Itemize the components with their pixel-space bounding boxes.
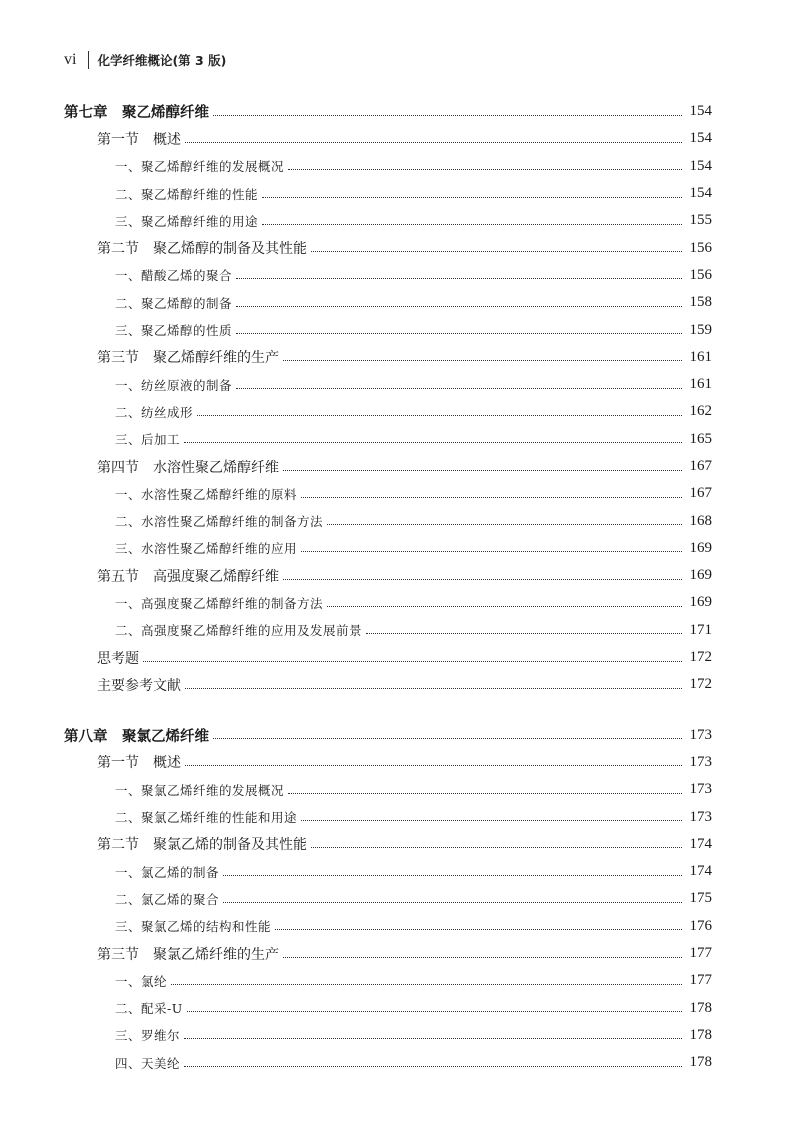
toc-item[interactable] [0, 289, 712, 316]
toc-item[interactable] [0, 507, 712, 534]
dot-leader [236, 332, 682, 334]
toc-entry-page: 162 [689, 403, 712, 420]
toc-item[interactable] [0, 480, 712, 507]
toc-entry-title: 二、纺丝成形 [115, 404, 194, 420]
toc-section[interactable] [0, 644, 712, 671]
toc-entry-page: 168 [689, 512, 712, 529]
toc-item[interactable] [0, 913, 712, 940]
toc-entry-title: 第二节 聚氯乙烯的制备及其性能 [97, 837, 307, 854]
toc-entry-page: 159 [689, 321, 712, 338]
toc-entry-page: 154 [689, 103, 712, 120]
dot-leader [283, 578, 682, 580]
toc-entry-title: 二、水溶性聚乙烯醇纤维的制备方法 [115, 514, 324, 530]
dot-leader [184, 1065, 682, 1067]
toc-item[interactable] [0, 776, 712, 803]
toc-section[interactable] [0, 234, 712, 261]
toc-item[interactable] [0, 371, 712, 398]
toc-entry-page: 177 [689, 972, 712, 989]
toc-entry-title: 三、水溶性聚乙烯醇纤维的应用 [115, 541, 298, 557]
toc-entry-page: 173 [689, 753, 712, 770]
dot-leader [327, 605, 682, 607]
toc-entry-title: 一、高强度聚乙烯醇纤维的制备方法 [115, 595, 324, 611]
toc-entry-page: 172 [689, 676, 712, 693]
toc-entry-title: 二、氯乙烯的聚合 [115, 891, 220, 907]
toc-entry-page: 172 [689, 649, 712, 666]
toc-entry-page: 158 [689, 294, 712, 311]
toc-entry-page: 174 [689, 863, 712, 880]
dot-leader [366, 632, 682, 634]
toc-entry-title: 二、聚氯乙烯纤维的性能和用途 [115, 810, 298, 826]
toc-entry-page: 156 [689, 239, 712, 256]
toc-item[interactable] [0, 207, 712, 234]
toc-entry-page: 154 [689, 185, 712, 202]
dot-leader [171, 983, 682, 985]
dot-leader [187, 1010, 682, 1012]
toc-item[interactable] [0, 180, 712, 207]
chapter-gap [0, 699, 800, 722]
dot-leader [185, 687, 682, 689]
toc-section[interactable] [0, 831, 712, 858]
toc-item[interactable] [0, 1049, 712, 1076]
dot-leader [197, 414, 682, 416]
toc-entry-title: 主要参考文献 [97, 677, 181, 694]
header-book-title: 化学纤维概论(第 3 版) [97, 53, 227, 68]
header-page-number: vi [64, 51, 77, 68]
toc-entry-title: 三、聚乙烯醇的性质 [115, 323, 233, 339]
dot-leader [301, 819, 682, 821]
table-of-contents [0, 98, 800, 1076]
toc-entry-title: 一、聚乙烯醇纤维的发展概况 [115, 159, 285, 175]
toc-item[interactable] [0, 995, 712, 1022]
toc-section[interactable] [0, 562, 712, 589]
toc-entry-title: 第四节 水溶性聚乙烯醇纤维 [97, 459, 279, 476]
toc-entry-page: 169 [689, 567, 712, 584]
toc-entry-page: 175 [689, 890, 712, 907]
toc-entry-page: 154 [689, 130, 712, 147]
dot-leader [311, 846, 682, 848]
toc-item[interactable] [0, 967, 712, 994]
toc-entry-title: 三、聚氯乙烯的结构和性能 [115, 919, 272, 935]
dot-leader [311, 250, 682, 252]
toc-entry-page: 178 [689, 999, 712, 1016]
toc-entry-page: 154 [689, 157, 712, 174]
dot-leader [223, 901, 682, 903]
toc-entry-title: 一、纺丝原液的制备 [115, 377, 233, 393]
toc-section[interactable] [0, 749, 712, 776]
dot-leader [262, 223, 682, 225]
toc-item[interactable] [0, 426, 712, 453]
toc-entry-page: 167 [689, 485, 712, 502]
toc-entry-page: 177 [689, 945, 712, 962]
toc-entry-page: 173 [689, 808, 712, 825]
toc-entry-page: 165 [689, 430, 712, 447]
dot-leader [301, 550, 682, 552]
dot-leader [262, 196, 682, 198]
toc-entry-page: 178 [689, 1054, 712, 1071]
toc-entry-title: 第三节 聚乙烯醇纤维的生产 [97, 350, 279, 367]
toc-entry-title: 二、聚乙烯醇纤维的性能 [115, 186, 259, 202]
toc-entry-title: 第八章 聚氯乙烯纤维 [64, 728, 209, 745]
dot-leader [184, 441, 682, 443]
toc-entry-title: 四、天美纶 [115, 1055, 181, 1071]
toc-entry-title: 第七章 聚乙烯醇纤维 [64, 105, 209, 122]
dot-leader [236, 305, 682, 307]
toc-item[interactable] [0, 885, 712, 912]
toc-entry-title: 二、聚乙烯醇的制备 [115, 295, 233, 311]
dot-leader [236, 277, 682, 279]
toc-item[interactable] [0, 153, 712, 180]
toc-chapter[interactable] [0, 722, 712, 749]
toc-section[interactable] [0, 344, 712, 371]
toc-chapter[interactable] [0, 98, 712, 125]
toc-entry-title: 第二节 聚乙烯醇的制备及其性能 [97, 241, 307, 258]
toc-entry-page: 173 [689, 726, 712, 743]
toc-entry-title: 一、氯纶 [115, 973, 168, 989]
toc-section[interactable] [0, 125, 712, 152]
toc-entry-page: 176 [689, 917, 712, 934]
toc-section[interactable] [0, 453, 712, 480]
toc-entry-page: 169 [689, 594, 712, 611]
toc-entry-title: 一、聚氯乙烯纤维的发展概况 [115, 782, 285, 798]
toc-section[interactable] [0, 671, 712, 698]
toc-entry-page: 169 [689, 539, 712, 556]
toc-entry-title: 一、水溶性聚乙烯醇纤维的原料 [115, 486, 298, 502]
toc-entry-title: 一、醋酸乙烯的聚合 [115, 268, 233, 284]
toc-entry-page: 167 [689, 458, 712, 474]
toc-entry-title: 三、后加工 [115, 432, 181, 448]
dot-leader [184, 1037, 682, 1039]
dot-leader [283, 359, 682, 361]
dot-leader [213, 737, 682, 739]
toc-entry-title: 第五节 高强度聚乙烯醇纤维 [97, 568, 279, 585]
dot-leader [288, 168, 682, 170]
toc-entry-title: 思考题 [97, 650, 139, 667]
dot-leader [283, 469, 682, 471]
dot-leader [283, 956, 682, 958]
toc-item[interactable] [0, 589, 712, 616]
toc-item[interactable] [0, 803, 712, 830]
toc-entry-page: 174 [689, 835, 712, 852]
toc-entry-title: 三、罗维尔 [115, 1028, 181, 1044]
toc-entry-page: 178 [689, 1026, 712, 1043]
toc-entry-title: 第三节 聚氯乙烯纤维的生产 [97, 946, 279, 963]
toc-entry-page: 155 [689, 212, 712, 229]
toc-section[interactable] [0, 940, 712, 967]
toc-item[interactable] [0, 316, 712, 343]
header-divider [88, 51, 89, 69]
dot-leader [143, 660, 682, 662]
toc-entry-title: 第一节 概述 [97, 131, 181, 148]
dot-leader [223, 874, 682, 876]
dot-leader [288, 792, 682, 794]
toc-entry-page: 161 [689, 348, 712, 365]
running-header [64, 50, 226, 70]
toc-entry-page: 156 [689, 266, 712, 283]
toc-entry-title: 第一节 概述 [97, 755, 181, 772]
dot-leader [236, 387, 682, 389]
dot-leader [275, 928, 682, 930]
dot-leader [327, 523, 682, 525]
toc-item[interactable] [0, 535, 712, 562]
toc-entry-page: 161 [689, 376, 712, 393]
toc-entry-title: 二、高强度聚乙烯醇纤维的应用及发展前景 [115, 623, 363, 639]
dot-leader [185, 141, 682, 143]
toc-entry-page: 171 [689, 621, 712, 638]
toc-item[interactable] [0, 1022, 712, 1049]
dot-leader [301, 496, 682, 498]
toc-entry-title: 三、聚乙烯醇纤维的用途 [115, 213, 259, 229]
toc-entry-title: 一、氯乙烯的制备 [115, 864, 220, 880]
toc-entry-title: 二、配采-U [115, 1001, 183, 1017]
toc-item[interactable] [0, 398, 712, 425]
dot-leader [213, 114, 682, 116]
toc-entry-page: 173 [689, 781, 712, 798]
toc-item[interactable] [0, 617, 712, 644]
toc-item[interactable] [0, 858, 712, 885]
dot-leader [185, 764, 682, 766]
toc-item[interactable] [0, 262, 712, 289]
